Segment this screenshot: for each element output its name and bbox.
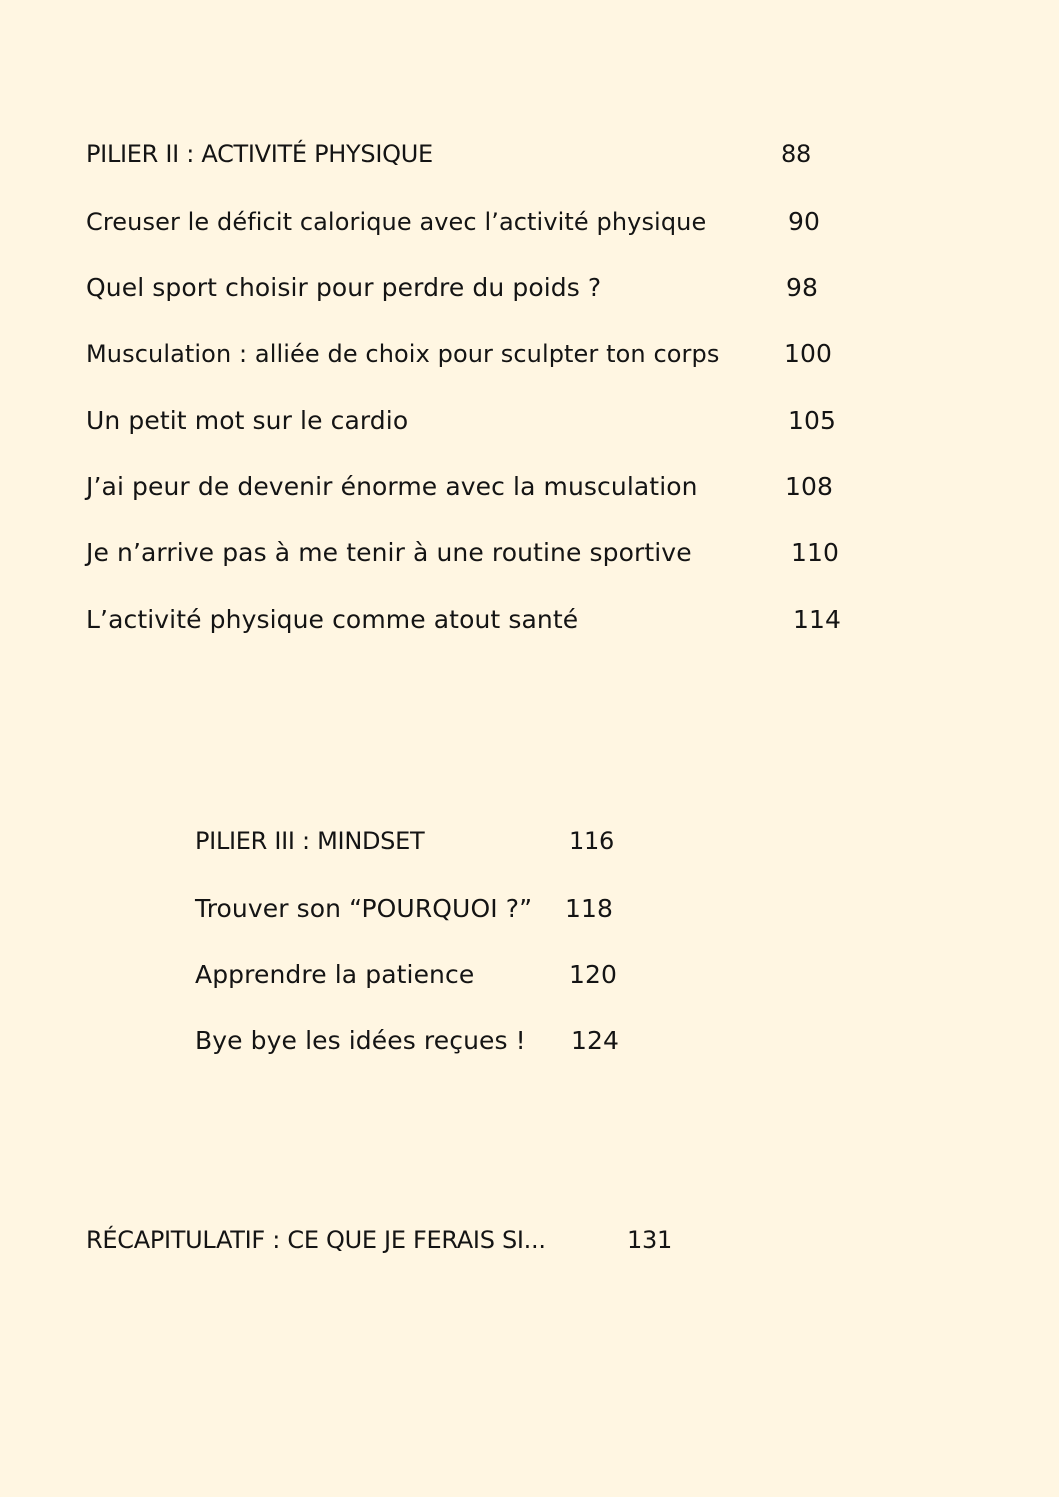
toc-heading-title: PILIER II : ACTIVITÉ PHYSIQUE [86, 140, 433, 168]
toc-heading-title: RÉCAPITULATIF : CE QUE JE FERAIS SI... [86, 1226, 546, 1254]
toc-entry-title: Bye bye les idées reçues ! [195, 1026, 526, 1055]
toc-page-number: 88 [781, 140, 811, 168]
toc-entry-title: Trouver son “POURQUOI ?” [195, 894, 533, 923]
toc-entry-title: Musculation : alliée de choix pour sculpter ton corps [86, 340, 720, 368]
toc-page-number: 90 [788, 207, 821, 236]
toc-page-number: 116 [569, 827, 614, 855]
toc-page-number: 120 [569, 960, 618, 989]
toc-page-number: 105 [788, 406, 837, 435]
toc-entry-title: L’activité physique comme atout santé [86, 605, 579, 634]
toc-entry-title: Creuser le déficit calorique avec l’activité physique [86, 208, 707, 236]
toc-entry-title: Je n’arrive pas à me tenir à une routine sportive [86, 538, 692, 567]
toc-page-number: 118 [565, 894, 614, 923]
toc-heading-title: PILIER III : MINDSET [195, 827, 425, 855]
toc-page-number: 124 [571, 1026, 620, 1055]
toc-entry-title: Apprendre la patience [195, 960, 475, 989]
toc-entry-title: Un petit mot sur le cardio [86, 406, 409, 435]
toc-page-number: 100 [784, 339, 833, 368]
toc-page-number: 131 [627, 1226, 672, 1254]
toc-page-number: 108 [785, 472, 834, 501]
toc-entry-title: J’ai peur de devenir énorme avec la musculation [86, 472, 698, 501]
toc-entry-title: Quel sport choisir pour perdre du poids ? [86, 273, 602, 302]
toc-page-number: 98 [786, 273, 819, 302]
toc-page-number: 110 [791, 538, 840, 567]
toc-page-number: 114 [793, 605, 842, 634]
